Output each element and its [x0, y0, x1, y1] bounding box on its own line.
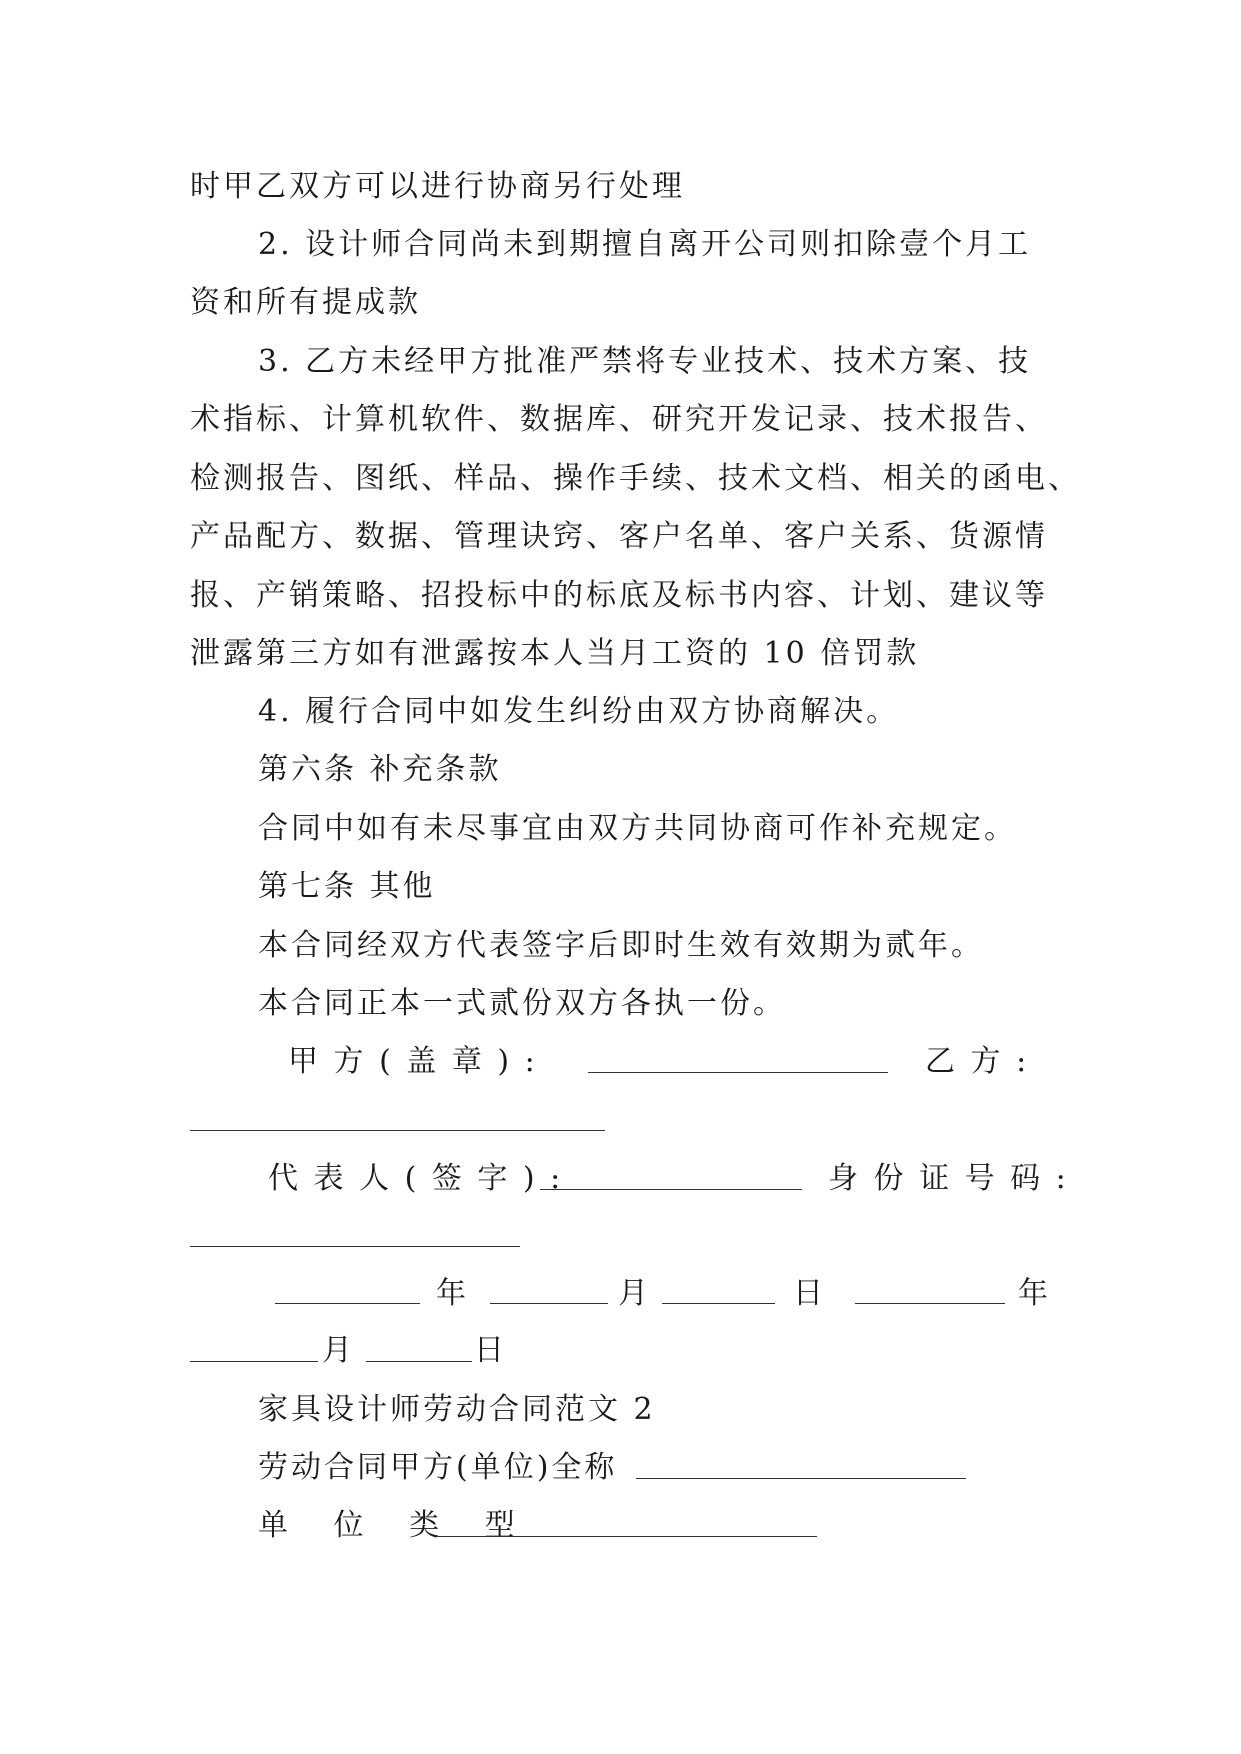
employer-name-field[interactable]: [636, 1478, 966, 1479]
representative-signature-field[interactable]: [540, 1189, 802, 1190]
date-day-field[interactable]: [662, 1303, 775, 1304]
party-b-signature-field[interactable]: [190, 1130, 605, 1131]
paragraph-line: 时甲乙双方可以进行协商另行处理: [190, 169, 685, 204]
section-title: 家具设计师劳动合同范文 2: [258, 1392, 656, 1427]
article-7-text: 本合同经双方代表签字后即时生效有效期为贰年。: [258, 928, 984, 963]
clause-3: 3. 乙方未经甲方批准严禁将专业技术、技术方案、技: [258, 344, 1032, 379]
clause-2: 2. 设计师合同尚未到期擅自离开公司则扣除壹个月工: [258, 227, 1032, 262]
year-label: 年: [1018, 1276, 1051, 1311]
id-number-label: 身 份 证 号 码 :: [828, 1161, 1069, 1196]
representative-label: 代 表 人 ( 签 字 ) :: [268, 1161, 564, 1196]
date-month-field[interactable]: [190, 1361, 318, 1362]
date-year-field[interactable]: [855, 1303, 1005, 1304]
unit-type-field[interactable]: [437, 1536, 817, 1537]
clause-4: 4. 履行合同中如发生纠纷由双方协商解决。: [258, 694, 900, 729]
paragraph-line: 泄露第三方如有泄露按本人当月工资的 10 倍罚款: [190, 636, 920, 671]
article-7-heading: 第七条 其他: [258, 869, 436, 904]
date-year-field[interactable]: [275, 1303, 420, 1304]
date-day-field[interactable]: [366, 1361, 472, 1362]
day-label: 日: [793, 1276, 826, 1311]
party-a-label: 甲 方 ( 盖 章 ) :: [288, 1044, 538, 1079]
party-a-signature-field[interactable]: [588, 1072, 888, 1073]
paragraph-line: 检测报告、图纸、样品、操作手续、技术文档、相关的函电、: [190, 461, 1081, 496]
year-label: 年: [436, 1276, 469, 1311]
month-label: 月: [618, 1276, 651, 1311]
id-number-field[interactable]: [190, 1246, 520, 1247]
employer-name-label: 劳动合同甲方(单位)全称: [258, 1450, 618, 1485]
party-b-label: 乙 方 :: [925, 1044, 1030, 1079]
article-6-text: 合同中如有未尽事宜由双方共同协商可作补充规定。: [258, 811, 1017, 846]
paragraph-line: 产品配方、数据、管理诀窍、客户名单、客户关系、货源情: [190, 519, 1048, 554]
unit-type-label: 单 位 类 型: [258, 1508, 533, 1543]
day-label: 日: [474, 1333, 507, 1368]
article-6-heading: 第六条 补充条款: [258, 752, 502, 787]
article-7-text: 本合同正本一式贰份双方各执一份。: [258, 986, 786, 1021]
month-label: 月: [322, 1333, 355, 1368]
date-month-field[interactable]: [490, 1303, 608, 1304]
paragraph-line: 资和所有提成款: [190, 285, 421, 320]
paragraph-line: 术指标、计算机软件、数据库、研究开发记录、技术报告、: [190, 402, 1048, 437]
paragraph-line: 报、产销策略、招投标中的标底及标书内容、计划、建议等: [190, 578, 1048, 613]
